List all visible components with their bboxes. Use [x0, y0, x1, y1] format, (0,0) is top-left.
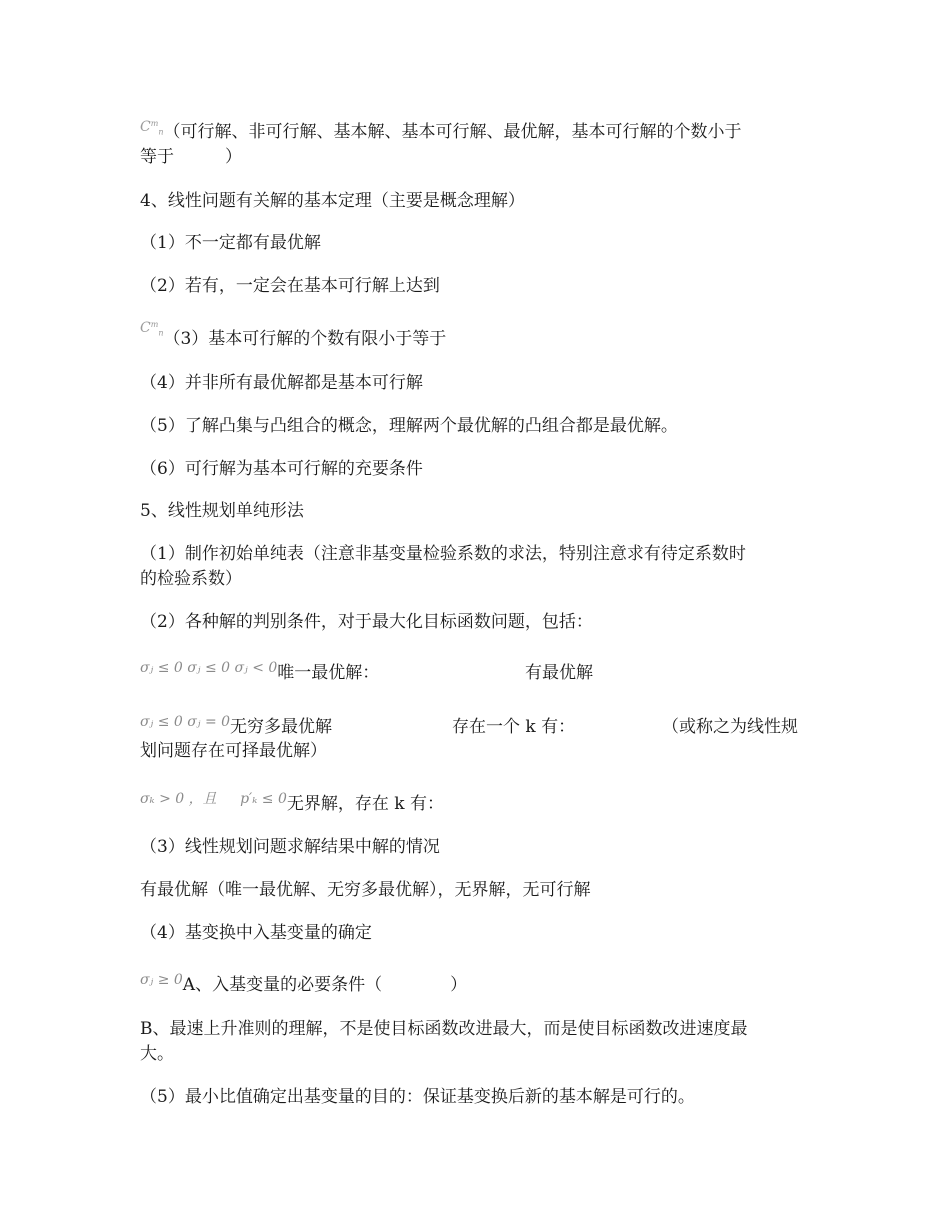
item-5-3-result: 有最优解（唯一最优解、无穷多最优解），无界解，无可行解 — [140, 880, 591, 900]
condition-unique-optimal: $^{\sigma ⱼ \le 0 \sigma ⱼ \le 0 \sigma ⱼ < 0}$唯一最优解： 有最优解 — [140, 660, 593, 683]
sigma-condition-2: σⱼ ≤ 0 σⱼ = 0 — [140, 714, 231, 730]
item-4-1: （1）不一定都有最优解 — [140, 233, 321, 253]
sigma-condition-3: σₖ > 0 ，且 — [140, 791, 217, 807]
has-optimal-label: 有最优解 — [525, 663, 593, 683]
item-4-2: （2）若有，一定会在基本可行解上达到 — [140, 276, 440, 296]
item-5-1-cont: 的检验系数） — [140, 569, 242, 589]
condition-entering: $^{\sigma ⱼ \ge 0}$A、入基变量的必要条件（ ） — [140, 972, 468, 995]
alternative-name: （或称之为线性规 — [662, 717, 798, 737]
item-4-3: $C^m_n(3)$基本可行解的个数有限小于等于 — [140, 320, 447, 349]
combination-symbol-2: $C^m_n$ — [140, 320, 164, 338]
item-5-1: （1）制作初始单纯表（注意非基变量检验系数的求法，特别注意求有待定系数时 — [140, 544, 746, 564]
condition-unbounded: $^{\sigma_k > 0 ,且}$ $^{p'_k \le 0}$无界解，存在 k 有： — [140, 791, 444, 814]
condition-infinite-optimal: $^{\sigma ⱼ \le 0 \sigma ⱼ = 0}$无穷多最优解 存在一个 k 有： （或称之为线性规 — [140, 714, 798, 737]
heading-5: 5、线性规划单纯形法 — [140, 501, 304, 521]
item-5-4: （4）基变换中入基变量的确定 — [140, 923, 372, 943]
steepest-ascent-note: B、最速上升准则的理解，不是使目标函数改进最大，而是使目标函数改进速度最 — [140, 1019, 748, 1039]
sigma-condition-4: σⱼ ≥ 0 — [140, 972, 183, 988]
line-solution-types-cont: 等于 ） — [140, 147, 242, 167]
condition-infinite-optimal-cont: 划问题存在可择最优解） — [140, 741, 327, 761]
item-4-5: （5）了解凸集与凸组合的概念，理解两个最优解的凸组合都是最优解。 — [140, 416, 678, 436]
item-4-4: （4）并非所有最优解都是基本可行解 — [140, 373, 423, 393]
heading-4: 4、线性问题有关解的基本定理（主要是概念理解） — [140, 191, 525, 211]
steepest-ascent-note-cont: 大。 — [140, 1044, 174, 1064]
item-4-6: （6）可行解为基本可行解的充要条件 — [140, 459, 423, 479]
exists-k-label: 存在一个 k 有： — [452, 717, 576, 737]
combination-symbol: $C^m_n$ — [140, 119, 164, 137]
sigma-condition-1: σⱼ ≤ 0 σⱼ ≤ 0 σⱼ < 0 — [140, 660, 278, 676]
item-5-2: （2）各种解的判别条件，对于最大化目标函数问题，包括： — [140, 612, 593, 632]
p-condition: p′ₖ ≤ 0 — [240, 791, 287, 807]
item-5-3: （3）线性规划问题求解结果中解的情况 — [140, 837, 440, 857]
line-solution-types: $C^m_n$（可行解、非可行解、基本解、基本可行解、最优解，基本可行解的个数小于 — [140, 119, 742, 142]
item-5-5: （5）最小比值确定出基变量的目的：保证基变换后新的基本解是可行的。 — [140, 1087, 695, 1107]
